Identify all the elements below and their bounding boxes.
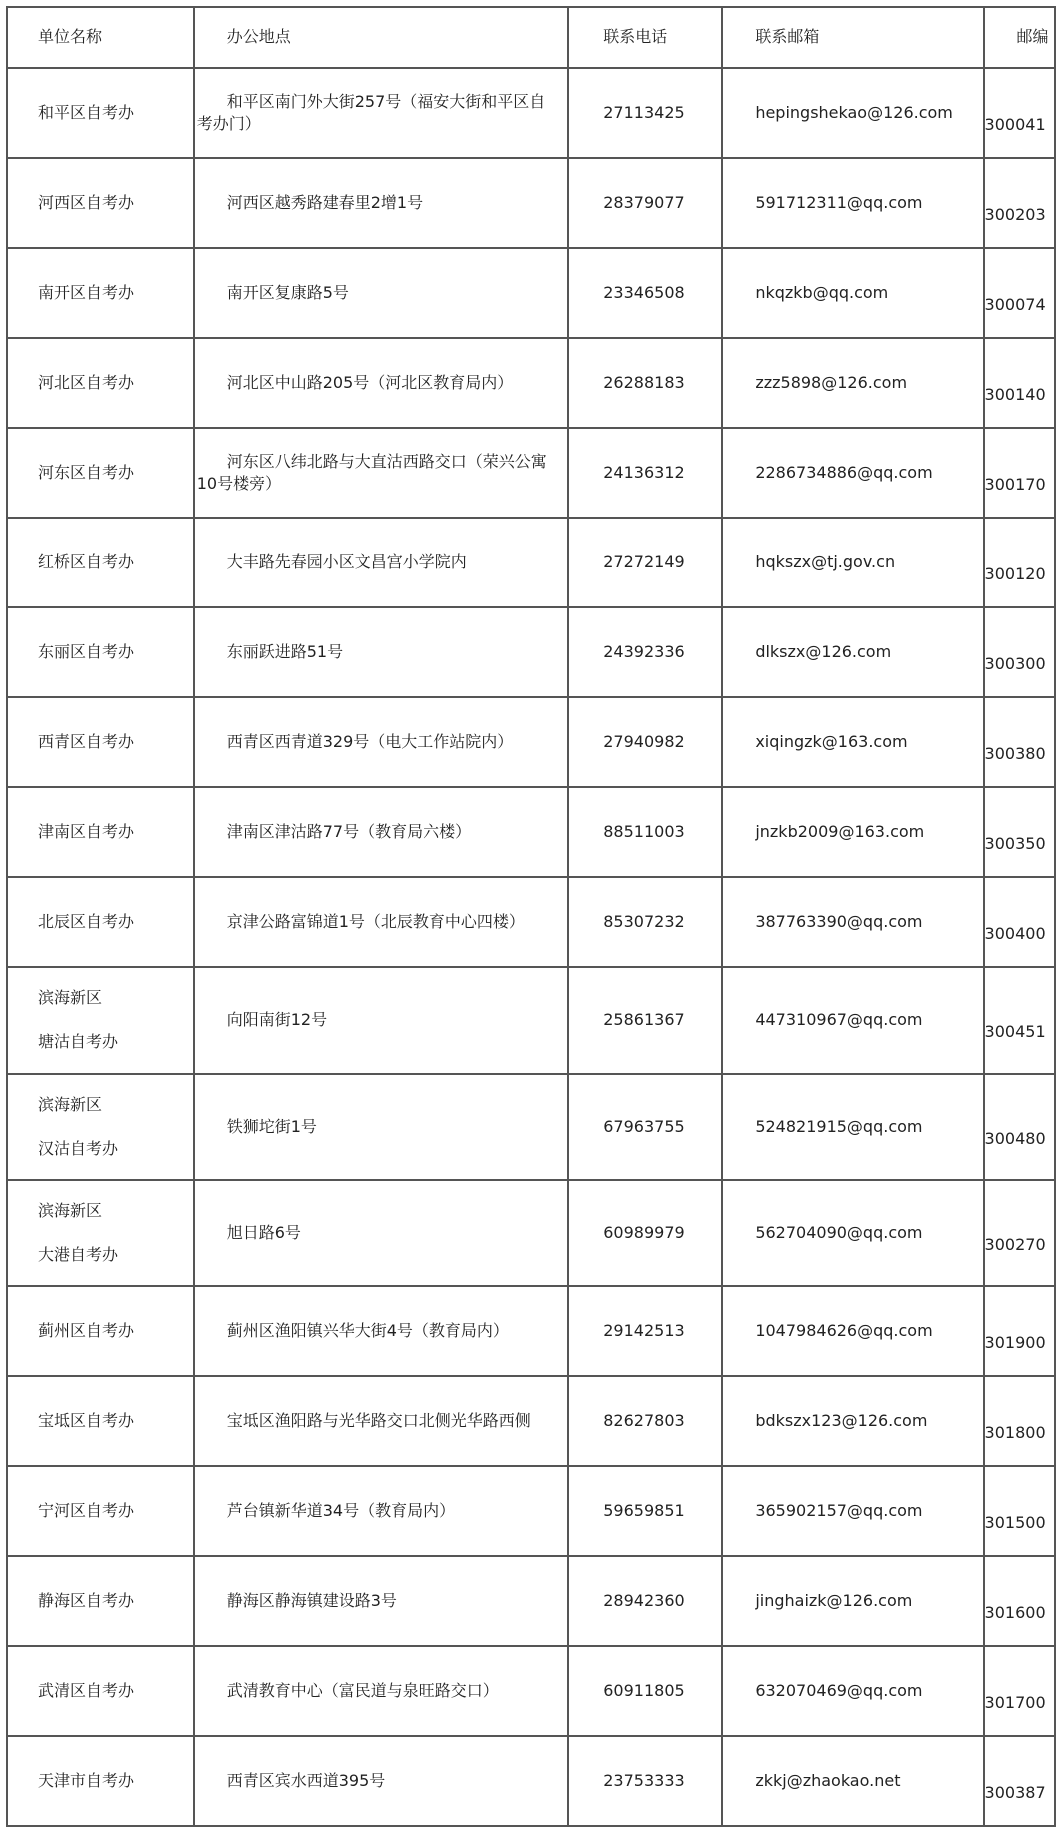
phone-cell: 27113425: [568, 68, 722, 158]
phone-cell: 85307232: [568, 877, 722, 967]
table-row: [7, 967, 1055, 1073]
office-name: 天津市自考办: [38, 1770, 135, 1790]
email-cell: 591712311@qq.com: [722, 158, 983, 248]
office-name: 和平区自考办: [38, 102, 135, 122]
zip-code: 300380: [984, 744, 1046, 764]
office-name-cell: [7, 158, 194, 248]
header-name: 单位名称: [7, 7, 194, 68]
zip-code: 300170: [984, 474, 1046, 494]
office-name: 东丽区自考办: [38, 642, 135, 662]
zip-cell: [984, 967, 1055, 1073]
table-row: [7, 1736, 1055, 1826]
office-name-cell: [7, 1736, 194, 1826]
office-name-cell: [7, 1376, 194, 1466]
address-text: 和平区南门外大街257号（福安大街和平区自考办门）: [196, 91, 546, 133]
phone-cell: 23753333: [568, 1736, 722, 1826]
office-name: 武清区自考办: [38, 1681, 135, 1700]
office-name: 西青区自考办: [38, 732, 135, 752]
address-text: 宝坻区渔阳路与光华路交口北侧光华路西侧: [226, 1411, 531, 1431]
office-name: 汉沽自考办: [38, 1138, 119, 1158]
table-row: [7, 1646, 1055, 1736]
zip-cell: [984, 1180, 1055, 1286]
email-cell: dlkszx@126.com: [722, 607, 983, 697]
office-name: 大港自考办: [38, 1245, 119, 1265]
address-text: 南开区复康路5号: [226, 282, 349, 302]
zip-cell: [984, 877, 1055, 967]
email-cell: 447310967@qq.com: [722, 967, 983, 1073]
table-row: [7, 428, 1055, 518]
zip-cell: [984, 68, 1055, 158]
address-cell: [194, 1286, 569, 1376]
phone-cell: 23346508: [568, 248, 722, 338]
zip-cell: [984, 787, 1055, 877]
address-cell: [194, 338, 569, 428]
office-name: 滨海新区: [38, 1094, 103, 1114]
office-name: 滨海新区: [38, 988, 103, 1008]
address-cell: [194, 967, 569, 1073]
email-cell: 365902157@qq.com: [722, 1466, 983, 1556]
address-text: 蓟州区渔阳镇兴华大街4号（教育局内）: [226, 1321, 509, 1341]
email-cell: hepingshekao@126.com: [722, 68, 983, 158]
office-name: 蓟州区自考办: [38, 1321, 135, 1341]
header-phone: 联系电话: [568, 7, 722, 68]
email-cell: bdkszx123@126.com: [722, 1376, 983, 1466]
phone-cell: 27940982: [568, 697, 722, 787]
address-text: 向阳南街12号: [226, 1010, 328, 1030]
email-cell: hqkszx@tj.gov.cn: [722, 518, 983, 608]
table-row: [7, 1556, 1055, 1646]
office-name-cell: [7, 607, 194, 697]
office-name-cell: [7, 428, 194, 518]
zip-code: 301500: [984, 1513, 1046, 1533]
office-name-cell: [7, 248, 194, 338]
zip-code: 301700: [984, 1693, 1046, 1712]
zip-cell: [984, 1736, 1055, 1826]
header-address: [194, 7, 569, 68]
email-cell: zkkj@zhaokao.net: [722, 1736, 983, 1826]
phone-cell: 60989979: [568, 1180, 722, 1286]
table-body: [7, 7, 1055, 1826]
office-name: 滨海新区: [38, 1201, 103, 1221]
table-row: [7, 1180, 1055, 1286]
zip-code: 300270: [984, 1235, 1046, 1255]
address-text: 东丽跃进路51号: [226, 642, 344, 662]
address-cell: [194, 1646, 569, 1736]
office-name-cell: [7, 1286, 194, 1376]
address-cell: [194, 158, 569, 248]
zip-cell: [984, 607, 1055, 697]
office-name: 北辰区自考办: [38, 912, 135, 932]
phone-cell: 25861367: [568, 967, 722, 1073]
office-name-cell: [7, 967, 194, 1073]
zip-cell: [984, 1466, 1055, 1556]
zip-cell: [984, 158, 1055, 248]
office-name-cell: [7, 787, 194, 877]
zip-code: 300387: [984, 1782, 1046, 1802]
address-text: 西青区西青道329号（电大工作站院内）: [226, 732, 514, 752]
table-row: [7, 607, 1055, 697]
address-cell: [194, 1556, 569, 1646]
office-name-cell: [7, 68, 194, 158]
table-row: [7, 1074, 1055, 1180]
table-row: [7, 248, 1055, 338]
phone-cell: 88511003: [568, 787, 722, 877]
office-name: 津南区自考办: [38, 822, 135, 842]
address-cell: [194, 877, 569, 967]
address-cell: [194, 248, 569, 338]
address-text: 大丰路先春园小区文昌宫小学院内: [226, 552, 467, 572]
phone-cell: 60911805: [568, 1646, 722, 1736]
email-cell: xiqingzk@163.com: [722, 697, 983, 787]
table-row: [7, 518, 1055, 608]
office-name-cell: [7, 1466, 194, 1556]
table-row: [7, 877, 1055, 967]
phone-cell: 24136312: [568, 428, 722, 518]
phone-cell: 24392336: [568, 607, 722, 697]
address-text: 河西区越秀路建春里2增1号: [226, 192, 424, 212]
address-cell: [194, 428, 569, 518]
office-name-cell: [7, 338, 194, 428]
table-row: [7, 338, 1055, 428]
address-cell: [194, 518, 569, 608]
table-row: [7, 68, 1055, 158]
email-cell: nkqzkb@qq.com: [722, 248, 983, 338]
header-row: [7, 7, 1055, 68]
zip-code: 301800: [984, 1423, 1046, 1443]
email-cell: 2286734886@qq.com: [722, 428, 983, 518]
address-text: 静海区静海镇建设路3号: [226, 1591, 397, 1611]
office-name: 宝坻区自考办: [38, 1411, 135, 1431]
email-cell: jnzkb2009@163.com: [722, 787, 983, 877]
header-address-text: 办公地点: [226, 27, 291, 47]
email-cell: 1047984626@qq.com: [722, 1286, 983, 1376]
office-name: 河东区自考办: [38, 462, 135, 482]
zip-code: 300350: [984, 834, 1046, 854]
address-cell: [194, 1376, 569, 1466]
address-text: 河北区中山路205号（河北区教育局内）: [226, 372, 514, 392]
zip-cell: [984, 1286, 1055, 1376]
address-cell: [194, 1180, 569, 1286]
phone-cell: 28942360: [568, 1556, 722, 1646]
zip-cell: [984, 1646, 1055, 1736]
zip-code: 300140: [984, 384, 1046, 404]
office-name: 河西区自考办: [38, 192, 135, 212]
address-cell: [194, 68, 569, 158]
header-zip-text: 邮编: [1016, 27, 1049, 47]
office-name: 红桥区自考办: [38, 552, 135, 572]
address-cell: [194, 1736, 569, 1826]
zip-code: 301600: [984, 1603, 1046, 1623]
office-name: 宁河区自考办: [38, 1501, 135, 1521]
zip-code: 300480: [984, 1128, 1046, 1148]
zip-code: 300451: [984, 1022, 1046, 1042]
email-cell: 387763390@qq.com: [722, 877, 983, 967]
office-name: 静海区自考办: [38, 1591, 135, 1611]
address-cell: [194, 1466, 569, 1556]
table-row: [7, 1376, 1055, 1466]
zip-code: 301900: [984, 1333, 1046, 1353]
address-text: 西青区宾水西道395号: [226, 1770, 386, 1790]
table-row: [7, 1286, 1055, 1376]
office-name-cell: [7, 877, 194, 967]
address-cell: [194, 787, 569, 877]
zip-cell: [984, 697, 1055, 787]
zip-code: 300203: [984, 204, 1046, 224]
office-name-cell: [7, 518, 194, 608]
phone-cell: 67963755: [568, 1074, 722, 1180]
address-text: 河东区八纬北路与大直沽西路交口（荣兴公寓10号楼旁）: [196, 451, 547, 493]
email-cell: 632070469@qq.com: [722, 1646, 983, 1736]
header-email: 联系邮箱: [722, 7, 983, 68]
zip-code: 300074: [984, 294, 1046, 314]
contact-table: [6, 6, 1056, 1827]
address-cell: [194, 607, 569, 697]
email-cell: 562704090@qq.com: [722, 1180, 983, 1286]
zip-cell: [984, 338, 1055, 428]
address-text: 旭日路6号: [226, 1223, 301, 1243]
zip-cell: [984, 1556, 1055, 1646]
address-cell: [194, 1074, 569, 1180]
table-row: [7, 787, 1055, 877]
phone-cell: 29142513: [568, 1286, 722, 1376]
phone-cell: 28379077: [568, 158, 722, 248]
office-name-cell: [7, 1180, 194, 1286]
email-cell: jinghaizk@126.com: [722, 1556, 983, 1646]
zip-code: 300041: [984, 114, 1046, 134]
zip-cell: [984, 518, 1055, 608]
address-text: 武清教育中心（富民道与泉旺路交口）: [226, 1681, 499, 1700]
table-row: [7, 697, 1055, 787]
table-row: [7, 158, 1055, 248]
zip-code: 300400: [984, 924, 1046, 944]
phone-cell: 82627803: [568, 1376, 722, 1466]
address-text: 芦台镇新华道34号（教育局内）: [226, 1501, 456, 1521]
email-cell: zzz5898@126.com: [722, 338, 983, 428]
address-text: 铁狮坨街1号: [226, 1116, 317, 1136]
header-zip: [984, 7, 1055, 68]
zip-cell: [984, 1376, 1055, 1466]
zip-cell: [984, 428, 1055, 518]
phone-cell: 59659851: [568, 1466, 722, 1556]
email-cell: 524821915@qq.com: [722, 1074, 983, 1180]
office-name-cell: [7, 1556, 194, 1646]
office-name-cell: [7, 697, 194, 787]
phone-cell: 26288183: [568, 338, 722, 428]
address-text: 津南区津沽路77号（教育局六楼）: [226, 822, 472, 842]
table-row: [7, 1466, 1055, 1556]
office-name: 河北区自考办: [38, 372, 135, 392]
zip-code: 300120: [984, 564, 1046, 584]
address-cell: [194, 697, 569, 787]
office-name: 南开区自考办: [38, 282, 135, 302]
address-text: 京津公路富锦道1号（北辰教育中心四楼）: [226, 912, 525, 932]
office-name: 塘沽自考办: [38, 1032, 119, 1052]
zip-cell: [984, 1074, 1055, 1180]
phone-cell: 27272149: [568, 518, 722, 608]
office-name-cell: [7, 1074, 194, 1180]
zip-cell: [984, 248, 1055, 338]
office-name-cell: [7, 1646, 194, 1736]
zip-code: 300300: [984, 654, 1046, 674]
